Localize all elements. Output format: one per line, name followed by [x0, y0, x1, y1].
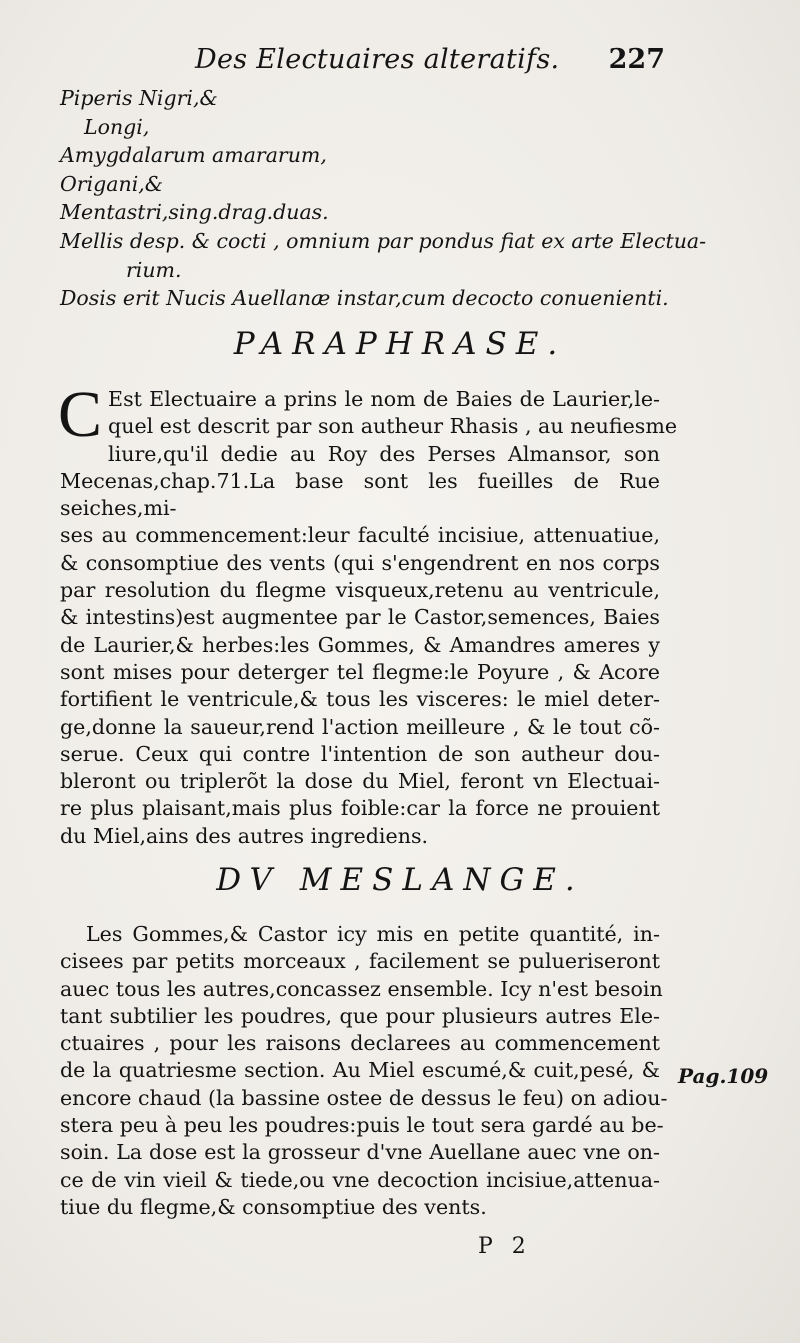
text-line: auec tous les autres,concassez ensemble. Icy n'est besoin [60, 976, 663, 1001]
text-line: fortifient le ventricule,& tous les visceres: le miel deter- [60, 687, 660, 712]
margin-note: Pag.109 [678, 1064, 769, 1088]
recipe-line: Longi, [84, 114, 150, 139]
text-line: stera peu à peu les poudres:puis le tout sera gardé au be- [60, 1113, 664, 1138]
text-line: bleront ou triplerõt la dose du Miel, feront vn Electuai- [60, 769, 660, 794]
text-line: tant subtilier les poudres, que pour plusieurs autres Ele- [60, 1003, 660, 1028]
recipe-line: Origani,& [60, 171, 164, 196]
running-title: Des Electuaires alteratifs. [195, 44, 560, 75]
section-heading-paraphrase: PARAPHRASE. [233, 326, 567, 362]
text-line: ses au commencement:leur faculté incisiue, attenuatiue, [60, 523, 660, 548]
text-line: de Laurier,& herbes:les Gommes, & Amandres ameres y [60, 632, 660, 657]
page-header [195, 44, 665, 84]
text-line: de la quatriesme section. Au Miel escumé,& cuit,pesé, & [60, 1058, 660, 1083]
recipe-line: Dosis erit Nucis Auellanæ instar,cum decocto conuenienti. [60, 286, 669, 311]
text-line: liure,qu'il dedie au Roy des Perses Almansor, son Mecenas,chap.71.La base sont les fueilles de Rue seiches,mi- [60, 441, 660, 521]
recipe-list [60, 84, 707, 313]
text-line: quel est descrit par son autheur Rhasis , au neufiesme [108, 414, 678, 439]
text-line: Les Gommes,& Castor icy mis en petite quantité, in- [86, 922, 660, 946]
text-line: cisees par petits morceaux , facilement se pulueriseront [60, 949, 660, 974]
text-line: par resolution du flegme visqueux,retenu au ventricule, [60, 578, 660, 603]
text-line: encore chaud (la bassine ostee de dessus le feu) on adiou- [60, 1085, 668, 1110]
recipe-line: Amygdalarum amararum, [60, 143, 327, 168]
recipe-line: Mentastri,sing.drag.duas. [60, 200, 329, 225]
drop-cap: C [58, 378, 103, 451]
text-line: & intestins)est augmentee par le Castor,semences, Baies [60, 605, 660, 630]
meslange-text [60, 921, 668, 1221]
page-number: 227 [608, 44, 665, 75]
text-line: du Miel,ains des autres ingrediens. [60, 823, 429, 848]
section-heading-meslange: DV MESLANGE. [216, 862, 584, 898]
text-line: ge,donne la saueur,rend l'action meilleure , & le tout cõ- [60, 714, 660, 739]
text-line: ctuaires , pour les raisons declarees au commencement [60, 1031, 660, 1056]
text-line: Est Electuaire a prins le nom de Baies de Laurier,le- [108, 387, 660, 411]
text-line: serue. Ceux qui contre l'intention de son autheur dou- [60, 741, 660, 766]
paraphrase-text [58, 378, 678, 850]
text-line: soin. La dose est la grosseur d'vne Auellane auec vne on- [60, 1140, 660, 1165]
recipe-line: rium. [126, 257, 182, 282]
signature-mark: P 2 [478, 1234, 532, 1259]
recipe-line: Mellis desp. & cocti , omnium par pondus fiat ex arte Electua- [60, 228, 707, 253]
text-line: sont mises pour deterger tel flegme:le Poyure , & Acore [60, 659, 660, 684]
text-line: tiue du flegme,& consomptiue des vents. [60, 1194, 487, 1219]
text-line: ce de vin vieil & tiede,ou vne decoction incisiue,attenua- [60, 1167, 660, 1192]
text-line: & consomptiue des vents (qui s'engendrent en nos corps [60, 550, 660, 575]
text-line: re plus plaisant,mais plus foible:car la force ne prouient [60, 796, 660, 821]
recipe-line: Piperis Nigri,& [60, 86, 218, 110]
